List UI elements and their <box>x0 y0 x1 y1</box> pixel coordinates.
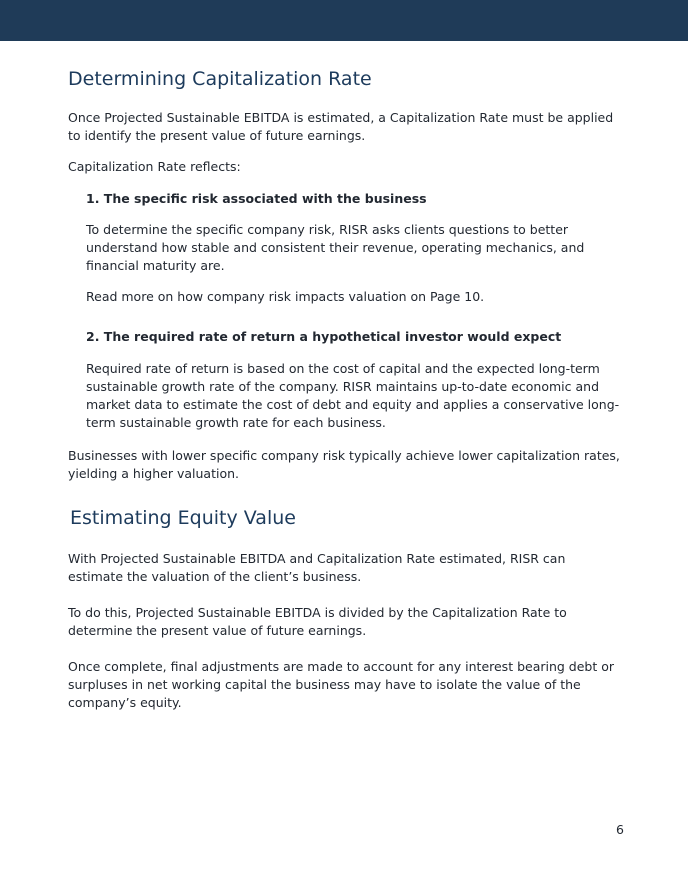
list-item-specific-risk <box>86 190 624 306</box>
list-item-required-return <box>86 328 624 432</box>
page-content <box>68 64 624 712</box>
conclusion-paragraph: Businesses with lower specific company risk typically achieve lower capitalization rates, yielding a higher valuation. <box>68 448 620 481</box>
specific-risk-body: To determine the specific company risk, RISR asks clients questions to better understand how stable and consistent their revenue, operating mechanics, and financial maturity are. <box>86 222 585 273</box>
section-heading-capitalization-rate: Determining Capitalization Rate <box>68 68 372 90</box>
equity-paragraph-2: To do this, Projected Sustainable EBITDA is divided by the Capitalization Rate to determine the present value of future earnings. <box>68 605 567 638</box>
reflects-paragraph: Capitalization Rate reflects: <box>68 159 241 174</box>
required-return-body: Required rate of return is based on the cost of capital and the expected long-term sustainable growth rate of the company. RISR maintains up-to-date economic and market data to estimate the cost of debt and equity and applies a conservative long-term sustainable growth rate for each business. <box>86 361 620 430</box>
equity-paragraph-3: Once complete, final adjustments are made to account for any interest bearing debt or surpluses in net working capital the business may have to isolate the value of the company’s equity. <box>68 659 615 710</box>
required-return-title: 2. The required rate of return a hypothetical investor would expect <box>86 329 562 344</box>
header-bar <box>0 0 688 41</box>
specific-risk-title: 1. The specific risk associated with the business <box>86 191 427 206</box>
section-heading-equity-value: Estimating Equity Value <box>70 507 296 529</box>
intro-paragraph: Once Projected Sustainable EBITDA is estimated, a Capitalization Rate must be applied to identify the present value of future earnings. <box>68 110 614 143</box>
specific-risk-read-more: Read more on how company risk impacts valuation on Page 10. <box>86 289 485 304</box>
equity-paragraph-1: With Projected Sustainable EBITDA and Capitalization Rate estimated, RISR can estimate the valuation of the client’s business. <box>68 551 566 584</box>
page-number: 6 <box>616 822 624 837</box>
